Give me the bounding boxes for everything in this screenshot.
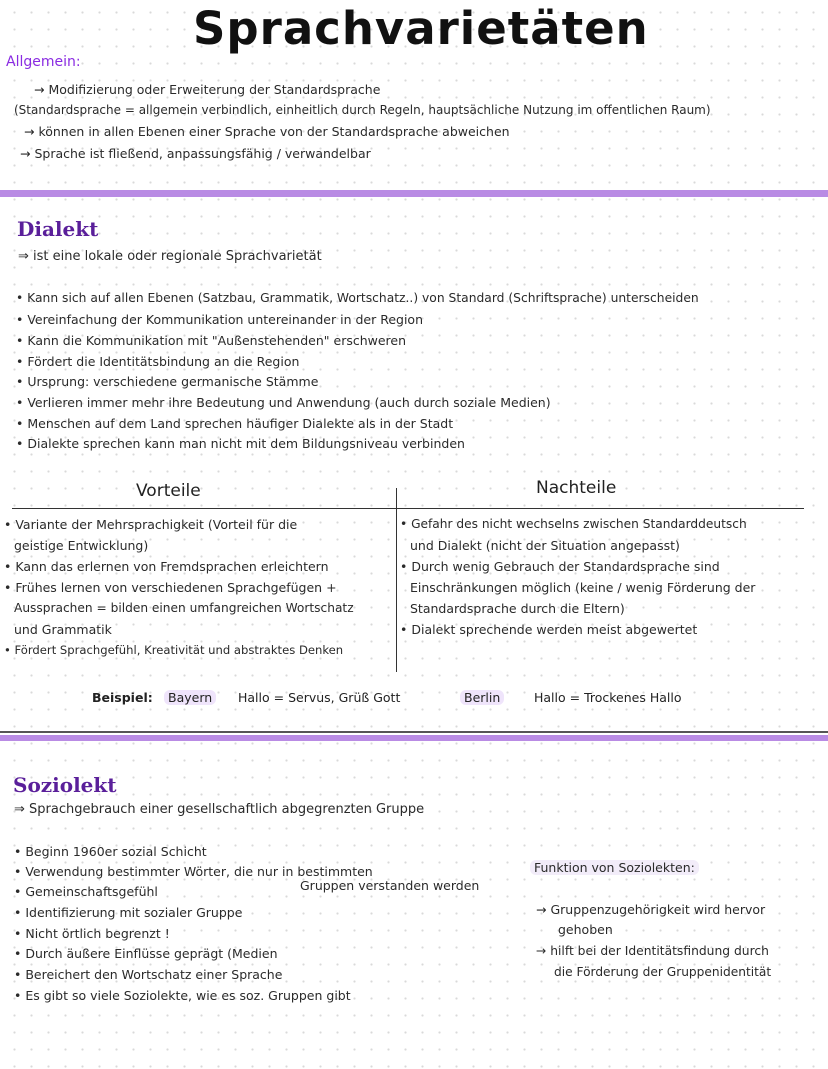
vorteil-line: Aussprachen = bilden einen umfangreichen Wortschatz (14, 601, 354, 615)
beispiel-text-bayern: Hallo = Servus, Grüß Gott (238, 690, 401, 705)
table-header-line (12, 508, 804, 509)
nachteil-line: • Gefahr des nicht wechselns zwischen Standarddeutsch (400, 517, 747, 531)
section-divider (0, 190, 828, 197)
nachteil-line: • Durch wenig Gebrauch der Standardsprache sind (400, 559, 720, 574)
dialekt-bullet: • Fördert die Identitätsbindung an die Region (16, 354, 300, 369)
soziolekt-bullet: • Durch äußere Einflüsse geprägt (Medien (14, 946, 278, 961)
vorteil-line: • Fördert Sprachgefühl, Kreativität und abstraktes Denken (4, 643, 344, 657)
vorteil-line: • Variante der Mehrsprachigkeit (Vorteil für die (4, 517, 298, 532)
page-title: Sprachvarietäten (193, 2, 649, 55)
dialekt-bullet: • Verlieren immer mehr ihre Bedeutung und Anwendung (auch durch soziale Medien) (16, 395, 551, 410)
dialekt-bullet: • Kann die Kommunikation mit "Außenstehenden" erschweren (16, 333, 407, 348)
dialekt-bullet: • Kann sich auf allen Ebenen (Satzbau, Grammatik, Wortschatz..) von Standard (Schriftsprache) unterscheiden (16, 291, 699, 305)
dialekt-bullet: • Vereinfachung der Kommunikation untereinander in der Region (16, 312, 424, 327)
dialekt-heading: Dialekt (17, 217, 99, 241)
dialekt-bullet: • Ursprung: verschiedene germanische Stämme (16, 374, 319, 389)
beispiel-label: Beispiel: (92, 690, 153, 705)
allgemein-line: → können in allen Ebenen einer Sprache von der Standardsprache abweichen (24, 124, 510, 139)
soziolekt-bullet: • Bereichert den Wortschatz einer Sprache (14, 967, 283, 982)
vorteil-line: geistige Entwicklung) (14, 538, 149, 553)
soziolekt-bullet: • Gemeinschaftsgefühl (14, 884, 158, 899)
soziolekt-definition: ⇒ Sprachgebrauch einer gesellschaftlich abgegrenzten Gruppe (14, 802, 425, 817)
funktion-line: → Gruppenzugehörigkeit wird hervor (536, 902, 766, 917)
nachteil-line: und Dialekt (nicht der Situation angepasst) (410, 538, 680, 553)
funktion-line: gehoben (558, 922, 613, 937)
funktion-line: die Förderung der Gruppenidentität (554, 965, 772, 979)
beispiel-region-berlin: Berlin (460, 690, 504, 705)
dialekt-bullet: • Dialekte sprechen kann man nicht mit dem Bildungsniveau verbinden (16, 436, 465, 451)
allgemein-line: → Sprache ist fließend, anpassungsfähig / verwandelbar (20, 146, 371, 161)
dialekt-bullet: • Menschen auf dem Land sprechen häufiger Dialekte als in der Stadt (16, 416, 454, 431)
soziolekt-heading: Soziolekt (13, 773, 117, 797)
nachteil-line: Einschränkungen möglich (keine / wenig Förderung der (410, 580, 756, 595)
beispiel-text-berlin: Hallo = Trockenes Hallo (534, 690, 682, 705)
vorteile-heading: Vorteile (136, 481, 201, 501)
soziolekt-bullet: • Verwendung bestimmter Wörter, die nur in bestimmten (14, 864, 373, 879)
section-divider-line (0, 731, 828, 733)
soziolekt-bullet: • Nicht örtlich begrenzt ! (14, 926, 170, 941)
beispiel-region-bayern: Bayern (164, 690, 216, 705)
table-divider-line (396, 488, 397, 672)
allgemein-line: → Modifizierung oder Erweiterung der Standardsprache (34, 82, 381, 97)
section-divider (0, 735, 828, 741)
soziolekt-bullet: • Identifizierung mit sozialer Gruppe (14, 905, 243, 920)
soziolekt-bullet: • Es gibt so viele Soziolekte, wie es soz. Gruppen gibt (14, 988, 351, 1003)
nachteil-line: • Dialekt sprechende werden meist abgewertet (400, 622, 698, 637)
allgemein-line: (Standardsprache = allgemein verbindlich, einheitlich durch Regeln, hauptsächliche Nutzung im offentlichen Raum) (14, 103, 711, 117)
soziolekt-bullet: • Beginn 1960er sozial Schicht (14, 844, 207, 859)
allgemein-label: Allgemein: (6, 54, 81, 70)
vorteil-line: • Kann das erlernen von Fremdsprachen erleichtern (4, 559, 329, 574)
funktion-heading: Funktion von Soziolekten: (530, 860, 699, 875)
dialekt-definition: ⇒ ist eine lokale oder regionale Sprachvarietät (18, 249, 322, 264)
vorteil-line: • Frühes lernen von verschiedenen Sprachgefügen + (4, 580, 337, 595)
funktion-line: → hilft bei der Identitätsfindung durch (536, 944, 769, 958)
nachteile-heading: Nachteile (536, 478, 617, 498)
nachteil-line: Standardsprache durch die Eltern) (410, 601, 625, 616)
vorteil-line: und Grammatik (14, 622, 112, 637)
soziolekt-continuation: Gruppen verstanden werden (300, 878, 480, 893)
